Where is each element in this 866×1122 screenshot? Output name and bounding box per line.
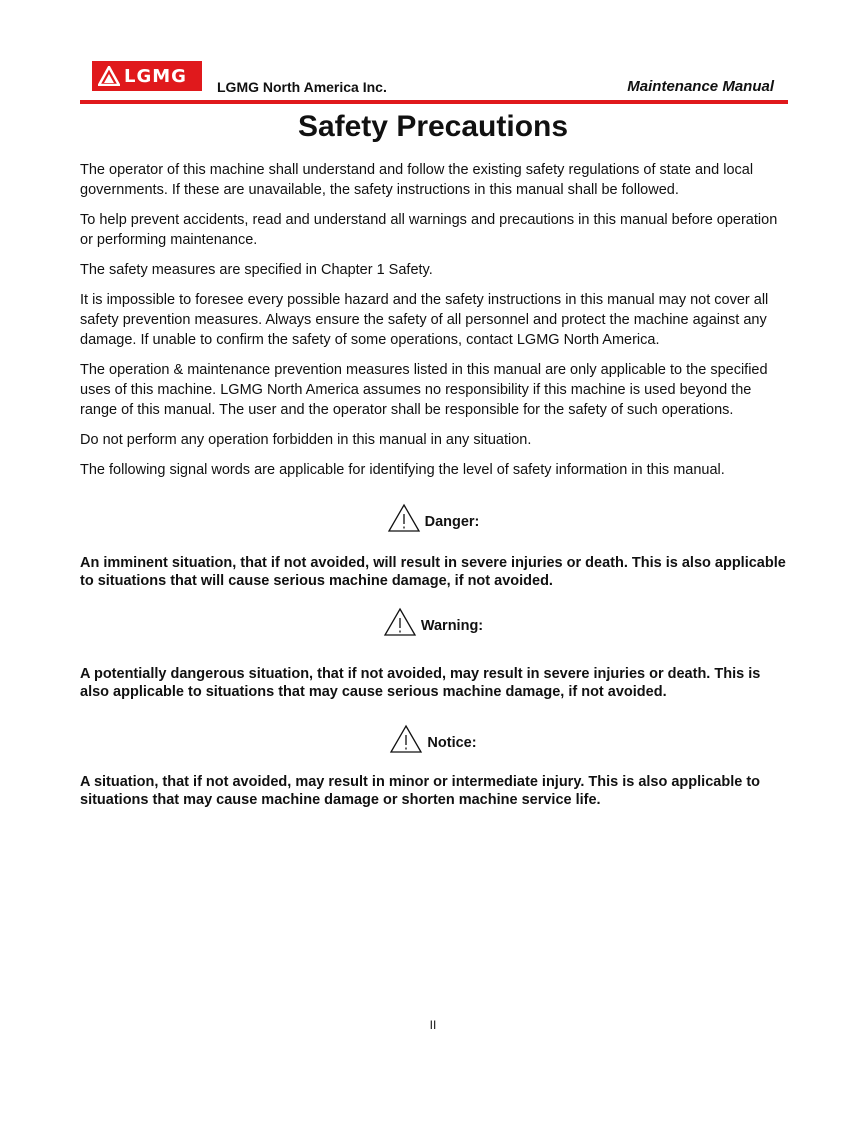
header-divider bbox=[80, 100, 788, 104]
danger-description: An imminent situation, that if not avoided, will result in severe injuries or death. This is also applicable to situations that will cause serious machine damage, if not avoided. bbox=[80, 555, 786, 589]
danger-label: Danger: bbox=[424, 514, 480, 530]
body-text bbox=[80, 160, 792, 490]
warning-triangle-icon bbox=[389, 724, 423, 754]
paragraph: The operator of this machine shall understand and follow the existing safety regulations of state and local governments. If these are unavailable, the safety instructions in this manual shall be followed. bbox=[80, 162, 754, 198]
notice-label: Notice: bbox=[427, 735, 477, 751]
logo-triangle-icon bbox=[98, 66, 120, 86]
company-name: LGMG North America Inc. bbox=[217, 79, 387, 95]
paragraph: The safety measures are specified in Chapter 1 Safety. bbox=[80, 262, 433, 278]
page-title: Safety Precautions bbox=[297, 110, 569, 143]
paragraph: The following signal words are applicable for identifying the level of safety information in this manual. bbox=[80, 462, 725, 478]
warning-description: A potentially dangerous situation, that if not avoided, may result in severe injuries or death. This is also applicable to situations that may cause serious machine damage, if not avoided. bbox=[80, 666, 761, 700]
page-number: II bbox=[429, 1018, 437, 1032]
manual-title: Maintenance Manual bbox=[627, 78, 774, 95]
paragraph: Do not perform any operation forbidden in this manual in any situation. bbox=[80, 432, 532, 448]
danger-heading bbox=[0, 503, 866, 533]
lgmg-logo bbox=[92, 61, 202, 91]
warning-heading bbox=[0, 607, 866, 637]
warning-triangle-icon bbox=[387, 503, 421, 533]
logo-text: LGMG bbox=[124, 65, 187, 87]
page-header bbox=[80, 58, 788, 106]
notice-heading bbox=[0, 724, 866, 754]
paragraph: It is impossible to foresee every possible hazard and the safety instructions in this manual may not cover all safety prevention measures. Always ensure the safety of all personnel and protect the machine against any damage. If unable to confirm the safety of some operations, contact LGMG North America. bbox=[80, 292, 769, 348]
paragraph: The operation & maintenance prevention measures listed in this manual are only applicable to the specified uses of this machine. LGMG North America assumes no responsibility if this machine is used beyond the range of this manual. The user and the operator shall be responsible for the safety of such operations. bbox=[80, 362, 768, 418]
warning-triangle-icon bbox=[383, 607, 417, 637]
paragraph: To help prevent accidents, read and understand all warnings and precautions in this manual before operation or performing maintenance. bbox=[80, 212, 778, 248]
warning-label: Warning: bbox=[420, 618, 484, 634]
notice-description: A situation, that if not avoided, may result in minor or intermediate injury. This is also applicable to situations that may cause machine damage or shorten machine service life. bbox=[80, 774, 760, 808]
